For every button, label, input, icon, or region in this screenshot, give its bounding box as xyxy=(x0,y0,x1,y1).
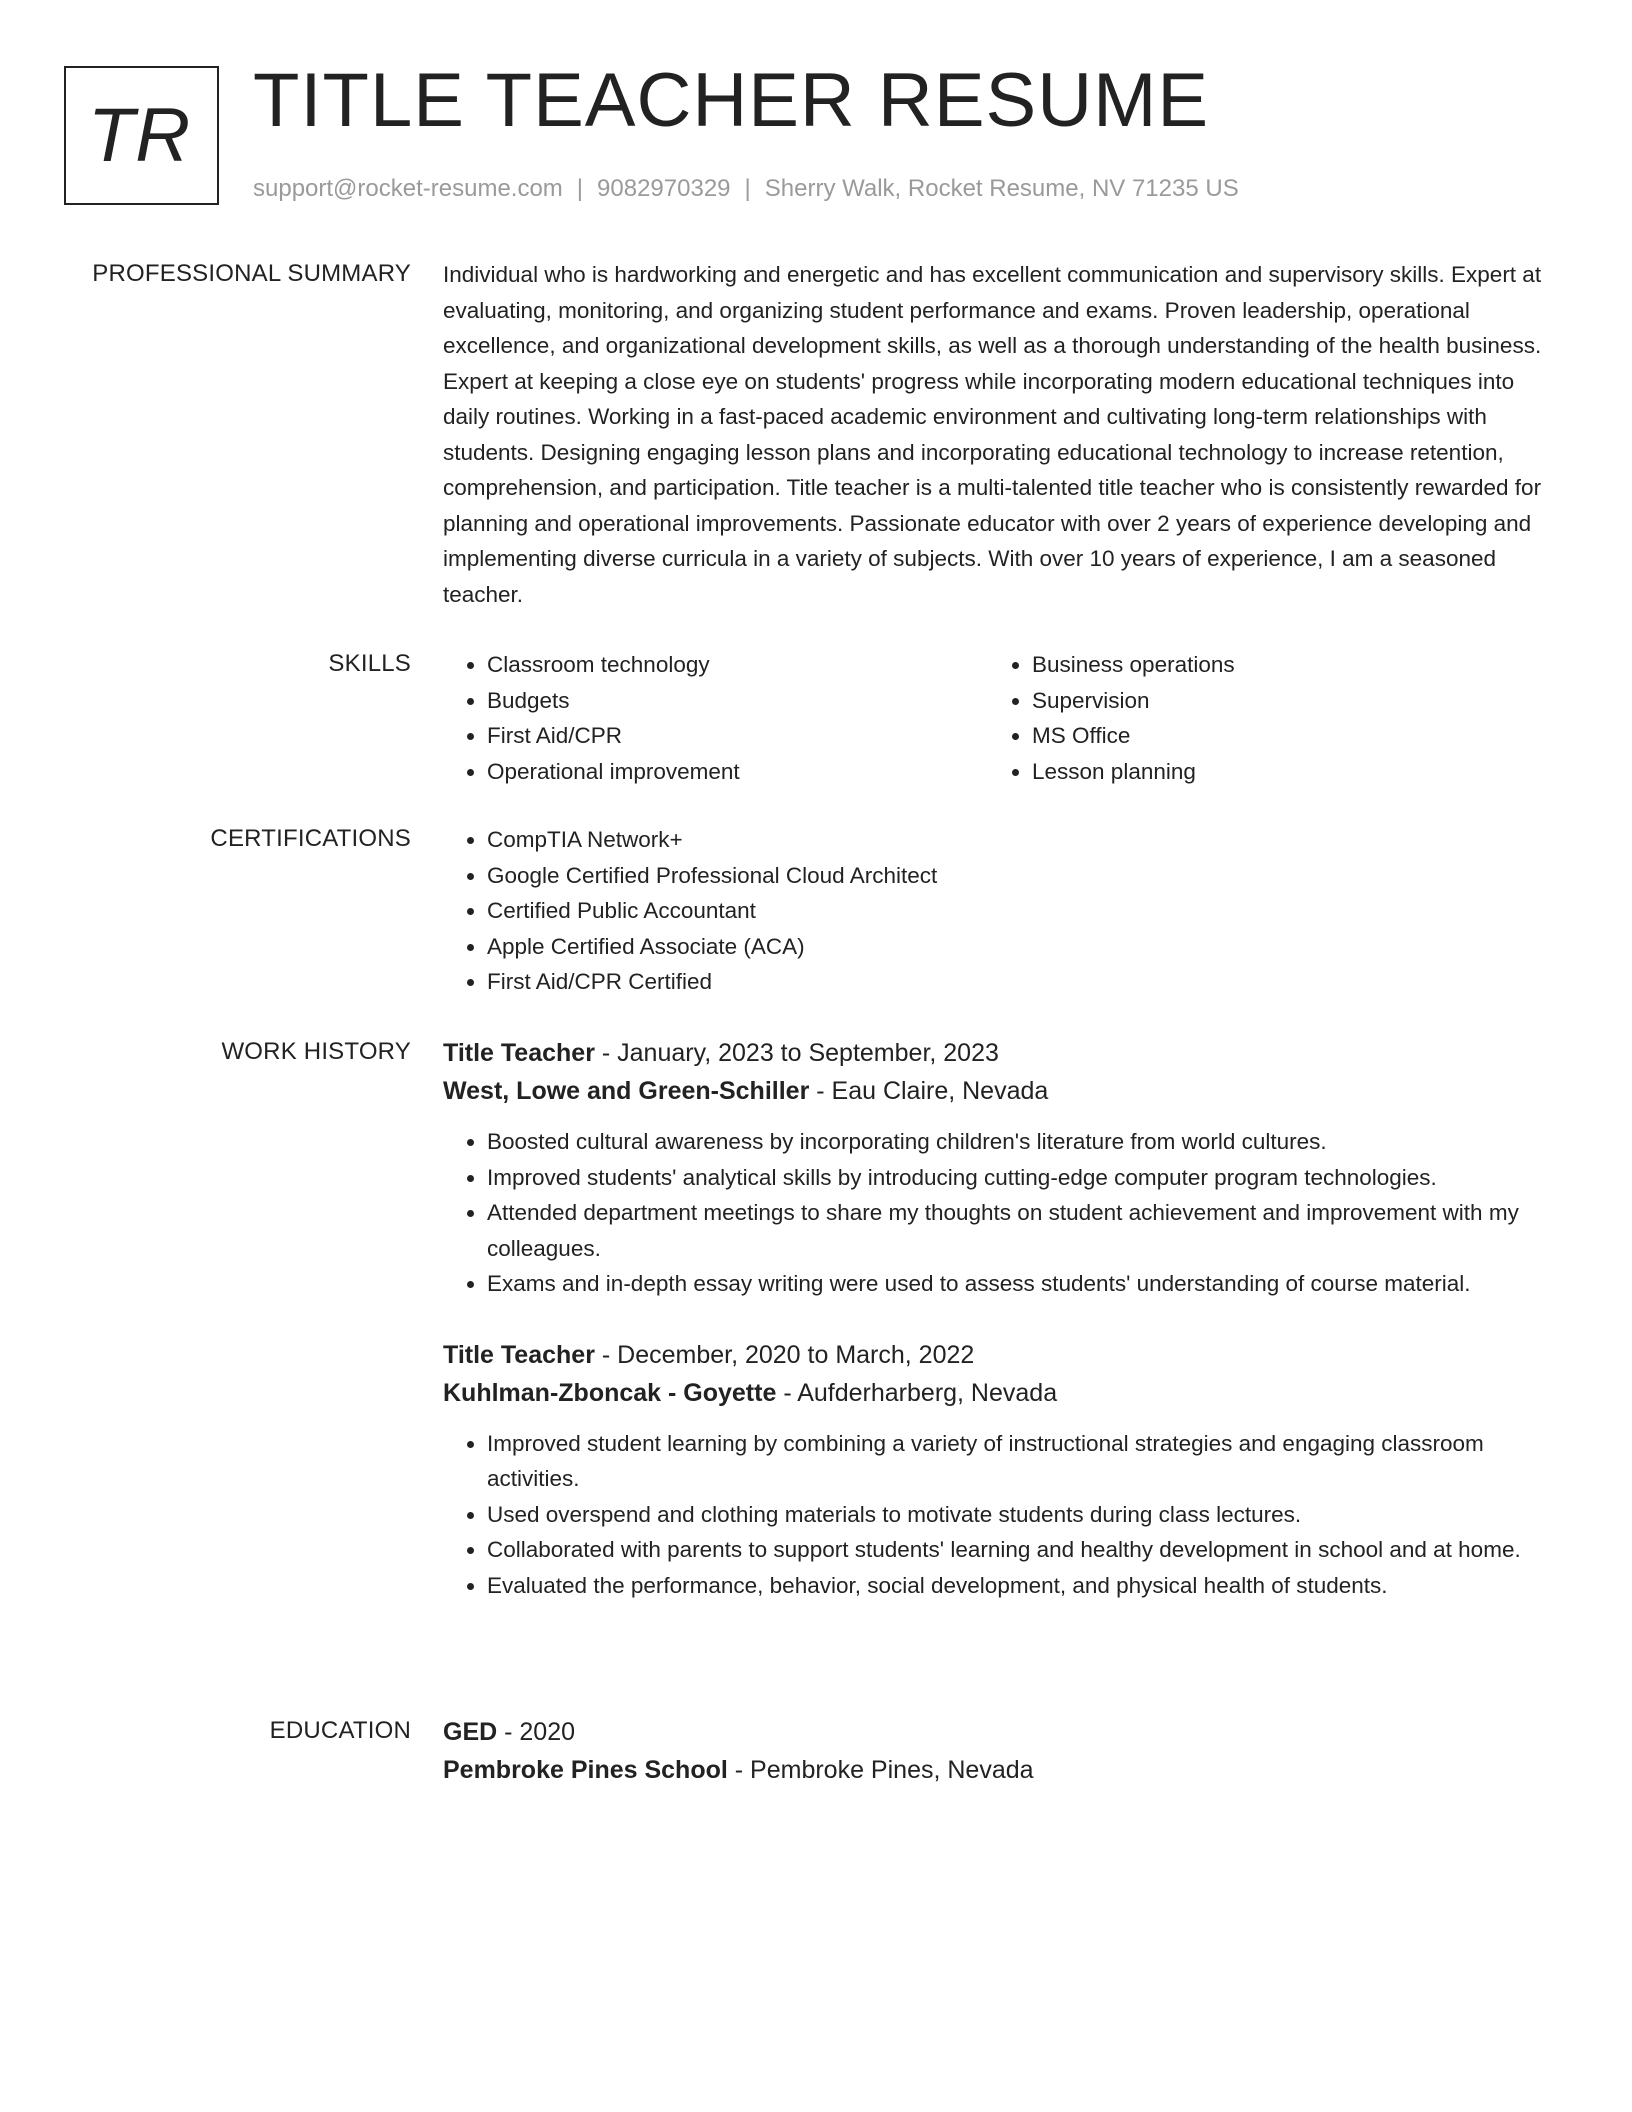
job-company: West, Lowe and Green-Schiller xyxy=(443,1077,810,1105)
certification-item: • Certified Public Accountant xyxy=(487,893,1553,929)
job-company-line: West, Lowe and Green-Schiller - Eau Claire, Nevada xyxy=(443,1077,1049,1105)
contact-email: support@rocket-resume.com xyxy=(253,175,563,202)
education-heading: EDUCATION xyxy=(269,1717,411,1744)
summary-heading: PROFESSIONAL SUMMARY xyxy=(92,260,411,287)
job-dates: December, 2020 to March, 2022 xyxy=(617,1340,975,1369)
job-title: Title Teacher xyxy=(443,1039,595,1067)
skill-item: • Classroom technology xyxy=(487,647,988,683)
job-duty: • Exams and in-depth essay writing were used to assess students' understanding of course material. xyxy=(487,1266,1553,1302)
contact-phone: 9082970329 xyxy=(597,175,731,202)
certification-item: • Google Certified Professional Cloud Architect xyxy=(487,858,1553,894)
job-location: Aufderharberg, Nevada xyxy=(797,1378,1058,1407)
skills-heading: SKILLS xyxy=(328,650,411,677)
job-duty: • Boosted cultural awareness by incorporating children's literature from world cultures. xyxy=(487,1124,1553,1160)
job-company-line: Kuhlman-Zboncak - Goyette - Aufderharberg, Nevada xyxy=(443,1378,1058,1407)
contact-line xyxy=(253,172,1239,206)
skills-list-left xyxy=(443,647,988,789)
education-body xyxy=(443,1713,1553,1789)
skill-item: • First Aid/CPR xyxy=(487,718,988,754)
job-title-line: Title Teacher - December, 2020 to March, 2022 xyxy=(443,1340,975,1369)
certification-item: • First Aid/CPR Certified xyxy=(487,964,1553,1000)
education-location: Pembroke Pines, Nevada xyxy=(750,1756,1034,1784)
job-duty: • Attended department meetings to share my thoughts on student achievement and improvement with my colleagues. xyxy=(487,1195,1553,1266)
skills-list-right xyxy=(988,647,1533,789)
contact-separator: | xyxy=(576,175,584,202)
job-title-line: Title Teacher - January, 2023 to September, 2023 xyxy=(443,1039,999,1067)
skills-body xyxy=(443,647,1553,789)
skills-column-left xyxy=(443,647,988,789)
skill-item: • Lesson planning xyxy=(1032,754,1533,790)
education-school-line: Pembroke Pines School - Pembroke Pines, Nevada xyxy=(443,1756,1034,1784)
skills-column-right xyxy=(988,647,1533,789)
certifications-list xyxy=(443,822,1553,1000)
monogram-initials: TR xyxy=(87,93,192,178)
certifications-heading: CERTIFICATIONS xyxy=(210,825,411,852)
job-duty: • Collaborated with parents to support students' learning and healthy development in school and at home. xyxy=(487,1532,1553,1568)
resume-title: TITLE TEACHER RESUME xyxy=(253,58,1210,143)
contact-separator: | xyxy=(744,175,751,202)
job-duty: • Improved students' analytical skills by introducing cutting-edge computer program technologies. xyxy=(487,1160,1553,1196)
job-duty: • Improved student learning by combining a variety of instructional strategies and engaging classroom activities. xyxy=(487,1426,1553,1497)
job-entry xyxy=(443,1336,1553,1604)
contact-address: Sherry Walk, Rocket Resume, NV 71235 US xyxy=(764,175,1239,202)
skill-item: • MS Office xyxy=(1032,718,1533,754)
skill-item: • Business operations xyxy=(1032,647,1533,683)
work-history-heading: WORK HISTORY xyxy=(221,1038,411,1065)
education-school: Pembroke Pines School xyxy=(443,1756,728,1784)
certifications-body xyxy=(443,822,1553,1000)
job-duties-list xyxy=(443,1124,1553,1302)
summary-text: Individual who is hardworking and energetic and has excellent communication and supervisory skills. Expert at evaluating, monitoring, and organizing student performance and exams. Proven leadership, operational excellence, and organizational development skills, as well as a thorough understanding of the health business. Expert at keeping a close eye on students' progress while incorporating modern educational techniques into daily routines. Working in a fast-paced academic environment and cultivating long-term relationships with students. Designing engaging lesson plans and incorporating educational technology to increase retention, comprehension, and participation. Title teacher is a multi-talented title teacher who is consistently rewarded for planning and operational improvements. Passionate educator with over 2 years of experience developing and implementing diverse curricula in a variety of subjects. With over 10 years of experience, I am a seasoned teacher. xyxy=(443,262,1542,607)
skill-item: • Supervision xyxy=(1032,683,1533,719)
education-year: 2020 xyxy=(519,1718,576,1746)
job-entry xyxy=(443,1034,1553,1302)
certification-item: • Apple Certified Associate (ACA) xyxy=(487,929,1553,965)
job-duty: • Used overspend and clothing materials to motivate students during class lectures. xyxy=(487,1497,1553,1533)
skill-item: • Budgets xyxy=(487,683,988,719)
monogram-logo xyxy=(64,66,219,205)
job-location: Eau Claire, Nevada xyxy=(831,1077,1049,1105)
skills-grid xyxy=(443,647,1553,789)
education-degree-line: GED - 2020 xyxy=(443,1718,576,1746)
certification-item: • CompTIA Network+ xyxy=(487,822,1553,858)
job-company: Kuhlman-Zboncak - Goyette xyxy=(443,1378,777,1407)
job-dates: January, 2023 to September, 2023 xyxy=(617,1039,999,1067)
education-degree: GED xyxy=(443,1718,498,1746)
job-title: Title Teacher xyxy=(443,1340,595,1369)
work-history-body xyxy=(443,1034,1553,1603)
job-duties-list xyxy=(443,1426,1553,1604)
job-duty: • Evaluated the performance, behavior, social development, and physical health of students. xyxy=(487,1568,1553,1604)
skill-item: • Operational improvement xyxy=(487,754,988,790)
summary-body xyxy=(443,257,1553,612)
